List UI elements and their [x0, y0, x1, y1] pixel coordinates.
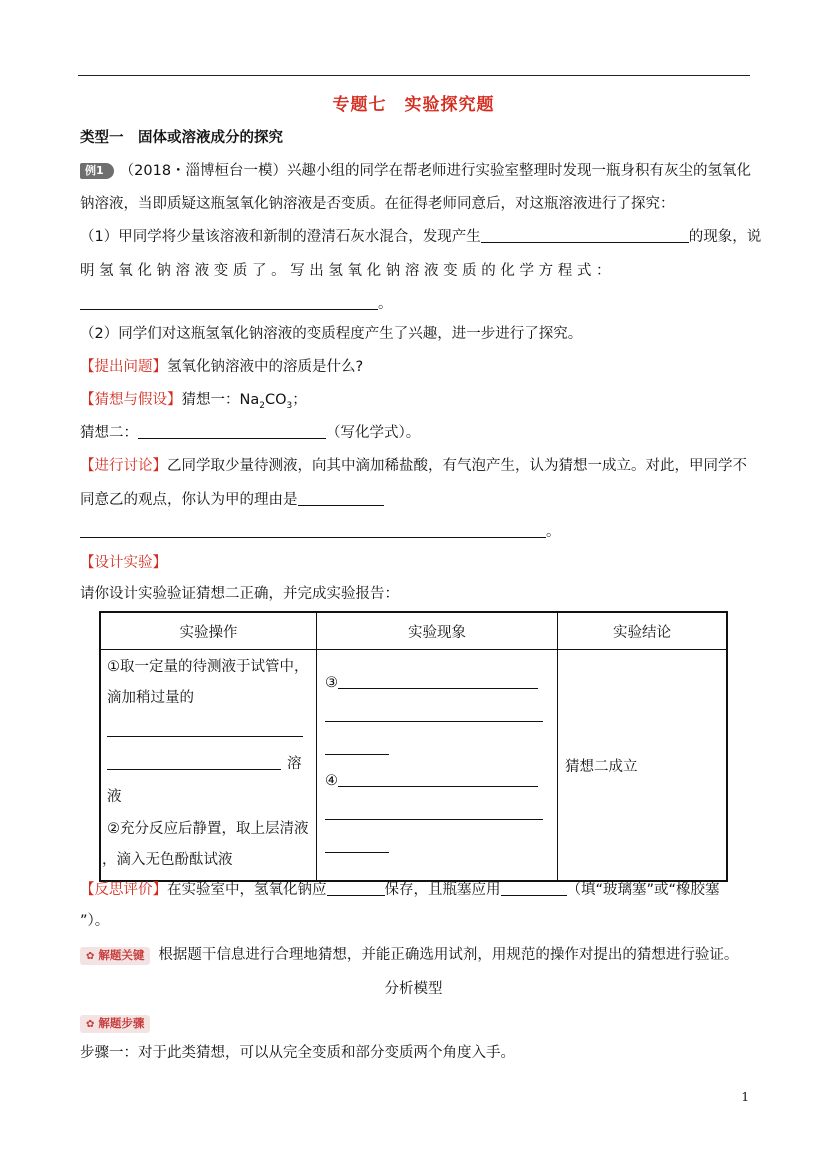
formula-blank[interactable] — [138, 424, 326, 439]
key-point: ✿ 解题关键 根据题干信息进行合理地猜想，并能正确选用试剂，用规范的操作对提出的猜想进行验证。 — [80, 945, 748, 965]
phenomenon-cell: ③ ④ — [317, 650, 558, 882]
ask-question: 【提出问题】氢氧化钠溶液中的溶质是什么? — [80, 359, 364, 375]
model-title: 分析模型 — [384, 981, 443, 997]
steps-tag-line — [80, 1013, 748, 1033]
discussion-line3: 。 — [80, 522, 748, 542]
key-tag: ✿ 解题关键 — [80, 947, 150, 965]
example-intro-line1: 例1 （2018・淄博桓台一模）兴趣小组的同学在帮老师进行实验室整理时发现一瓶身积有灰尘的氢氧化 — [80, 161, 748, 181]
reason-blank-2[interactable] — [80, 523, 546, 538]
phenomenon-blank-4b[interactable] — [325, 805, 543, 820]
section-heading: 类型一 固体或溶液成分的探究 — [80, 130, 283, 146]
reflection: 【反思评价】在实验室中，氢氧化钠应 保存，且瓶塞应用 （填“玻璃塞”或“橡胶塞 — [80, 882, 720, 898]
flower-icon: ✿ — [86, 1019, 95, 1030]
conclusion-text: 猜想二成立 — [565, 758, 638, 775]
table-header: 实验结论 — [558, 612, 728, 650]
table-header: 实验操作 — [100, 612, 317, 650]
answer-blank[interactable] — [481, 228, 689, 243]
reflection-line2: ”）。 — [80, 913, 110, 929]
design-label: 【设计实验】 — [80, 555, 167, 571]
question-1-line2: 明 氢 氧 化 钠 溶 液 变 质 了 。 写 出 氢 氧 化 钠 溶 液 变 质 的 化 学 方 程 式 ： — [80, 263, 611, 279]
phenomenon-blank-3c[interactable] — [325, 740, 389, 755]
stopper-blank[interactable] — [501, 881, 567, 896]
equation-blank[interactable] — [80, 295, 378, 310]
example-intro-line2: 钠溶液，当即质疑这瓶氢氧化钠溶液是否变质。在征得老师同意后，对这瓶溶液进行了探究： — [80, 196, 675, 212]
reagent-blank[interactable] — [107, 722, 303, 737]
storage-blank[interactable] — [327, 881, 385, 896]
step-1: 步骤一：对于此类猜想，可以从完全变质和部分变质两个角度入手。 — [80, 1045, 515, 1061]
conclusion-cell — [558, 650, 728, 882]
phenomenon-blank-3b[interactable] — [325, 707, 543, 722]
phenomenon-blank-4c[interactable] — [325, 838, 389, 853]
discussion-line2: 同意乙的观点，你认为甲的理由是 — [80, 490, 748, 510]
question-1-line3: 。 — [80, 294, 748, 314]
phenomenon-blank-3[interactable] — [338, 674, 538, 689]
example-tag: 例1 — [80, 163, 114, 179]
page-title: 专题七 实验探究题 — [332, 95, 495, 115]
steps-tag: ✿ 解题步骤 — [80, 1015, 150, 1033]
hypothesis-2: 猜想二： （写化学式）。 — [80, 425, 421, 441]
question-1: （1）甲同学将少量该溶液和新制的澄清石灰水混合，发现产生 的现象，说 — [80, 229, 762, 245]
phenomenon-blank-4[interactable] — [338, 772, 538, 787]
hypothesis: 【猜想与假设】猜想一：$Na_2CO_3$； — [80, 392, 307, 411]
header-rule — [78, 75, 750, 76]
design-text: 请你设计实验验证猜想二正确，并完成实验报告： — [80, 586, 399, 602]
flower-icon: ✿ — [86, 951, 95, 962]
discussion: 【进行讨论】乙同学取少量待测液，向其中滴加稀盐酸，有气泡产生，认为猜想一成立。对此，甲同学不 — [80, 458, 747, 474]
table-header: 实验现象 — [317, 612, 558, 650]
experiment-table — [99, 611, 728, 882]
page-number: 1 — [741, 1090, 749, 1104]
operation-cell: ①取一定量的待测液于试管中， 滴加稍过量的 溶 液 ②充分反应后静置，取上层清液 ，滴入无色酚酞试液 — [100, 650, 317, 882]
question-2: （2）同学们对这瓶氢氧化钠溶液的变质程度产生了兴趣，进一步进行了探究。 — [80, 326, 583, 342]
reason-blank[interactable] — [298, 491, 384, 506]
reagent-blank-2[interactable] — [107, 755, 281, 770]
